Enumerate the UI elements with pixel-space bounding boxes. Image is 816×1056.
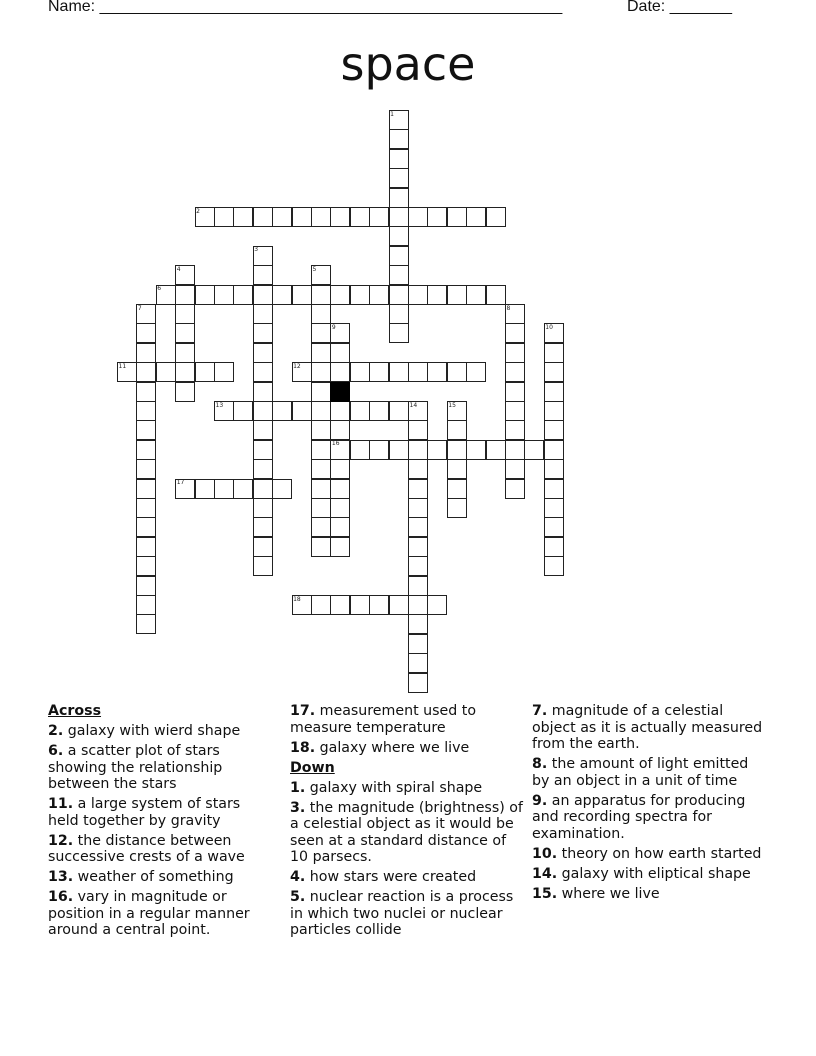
grid-cell[interactable] [389,595,409,615]
grid-cell[interactable] [311,595,331,615]
grid-cell[interactable] [389,129,409,149]
grid-cell[interactable] [311,362,331,382]
clue-number: 12 [293,362,301,370]
grid-cell[interactable] [447,420,467,440]
grid-cell[interactable] [544,498,564,518]
grid-cell[interactable] [253,498,273,518]
grid-cell[interactable] [466,285,486,305]
grid-cell[interactable] [136,440,156,460]
grid-cell[interactable] [272,207,292,227]
down-clue: 1. galaxy with spiral shape [290,779,483,796]
grid-cell[interactable] [214,207,234,227]
grid-cell[interactable] [311,420,331,440]
clue-number: 3 [254,246,259,254]
grid-cell[interactable] [233,479,253,499]
down-clue: 8. the amount of light emitted by an object in a unit of time [532,756,749,789]
clue-number: 4 [176,265,181,273]
grid-cell[interactable] [253,304,273,324]
grid-cell[interactable] [253,459,273,479]
grid-cell[interactable] [427,440,447,460]
clue-number: 2 [196,207,200,215]
grid-cell[interactable] [253,285,273,305]
grid-cell[interactable] [311,479,331,499]
grid-cell[interactable] [330,479,350,499]
grid-cell[interactable] [389,246,409,266]
grid-cell[interactable] [486,207,506,227]
grid-cell[interactable] [292,285,312,305]
grid-cell[interactable] [350,207,370,227]
grid-cell[interactable] [330,517,350,537]
across-clue: 12. the distance between successive crests of a wave [48,832,245,865]
grid-cell[interactable] [369,362,389,382]
grid-cell[interactable] [389,168,409,188]
grid-cell[interactable] [466,440,486,460]
grid-cell[interactable] [175,323,195,343]
grid-cell[interactable] [253,517,273,537]
clue-number: 16 [331,440,340,448]
grid-cell[interactable] [311,323,331,343]
clue-number: 6 [157,285,162,293]
grid-cell[interactable] [408,653,428,673]
grid-cell[interactable] [544,362,564,382]
down-heading: Down [290,759,335,776]
clue-number: 18 [293,595,301,603]
clue-number: 13 [215,401,224,409]
grid-cell[interactable] [253,265,273,285]
down-clue: 5. nuclear reaction is a process in which two nuclei or nuclear particles collide [290,889,514,938]
grid-cell[interactable] [408,537,428,557]
grid-cell[interactable] [136,382,156,402]
grid-cell[interactable] [408,595,428,615]
grid-cell[interactable] [330,207,350,227]
across-clue: 17. measurement used to measure temperature [290,703,477,736]
grid-cell[interactable] [408,614,428,634]
clues-column-2 [290,703,524,942]
down-clue: 14. galaxy with eliptical shape [532,865,751,882]
grid-cell[interactable] [505,343,525,363]
grid-cell[interactable] [311,537,331,557]
grid-cell[interactable] [253,556,273,576]
grid-cell[interactable] [136,498,156,518]
grid-cell[interactable] [466,207,486,227]
grid-cell[interactable] [292,207,312,227]
grid-cell[interactable] [292,401,312,421]
clue-number: 8 [506,304,511,312]
grid-cell[interactable] [350,401,370,421]
grid-cell[interactable] [544,517,564,537]
grid-cell[interactable] [389,285,409,305]
grid-cell[interactable] [272,401,292,421]
grid-cell[interactable] [544,440,564,460]
down-clue: 4. how stars were created [290,869,477,885]
grid-cell[interactable] [136,479,156,499]
clue-number: 17 [176,479,185,487]
grid-cell[interactable] [253,323,273,343]
grid-cell[interactable] [389,440,409,460]
across-clue: 6. a scatter plot of stars showing the relationship between the stars [48,743,223,792]
grid-cell[interactable] [408,673,428,693]
grid-cell[interactable] [330,285,350,305]
grid-cell[interactable] [389,265,409,285]
grid-cell[interactable] [233,401,253,421]
grid-cell[interactable] [408,459,428,479]
grid-cell[interactable] [350,285,370,305]
grid-cell[interactable] [505,401,525,421]
grid-cell[interactable] [447,207,467,227]
grid-cell[interactable] [369,595,389,615]
grid-cell[interactable] [253,362,273,382]
grid-cell[interactable] [136,401,156,421]
grid-cell[interactable] [408,440,428,460]
grid-cell[interactable] [408,420,428,440]
grid-cell[interactable] [330,420,350,440]
grid-cell[interactable] [253,401,273,421]
grid-cell[interactable] [544,459,564,479]
across-clue: 18. galaxy where we live [290,739,470,756]
grid-cell[interactable] [447,459,467,479]
grid-cell[interactable] [486,440,506,460]
grid-cell[interactable] [330,401,350,421]
grid-cell[interactable] [524,440,544,460]
grid-cell[interactable] [136,595,156,615]
clue-number: 9 [331,323,336,331]
grid-cell[interactable] [195,285,215,305]
grid-cell[interactable] [350,595,370,615]
grid-cell[interactable] [544,556,564,576]
clue-number: 15 [448,401,456,409]
grid-cell[interactable] [389,207,409,227]
grid-cell[interactable] [311,440,331,460]
down-clue: 7. magnitude of a celestial object as it is actually measured from the earth. [532,703,763,752]
grid-cell[interactable] [369,207,389,227]
grid-cell[interactable] [447,285,467,305]
grid-cell[interactable] [389,226,409,246]
grid-cell[interactable] [408,207,428,227]
grid-cell[interactable] [253,479,273,499]
grid-cell[interactable] [136,343,156,363]
across-heading: Across [48,703,102,719]
grid-cell[interactable] [369,401,389,421]
grid-cell[interactable] [136,556,156,576]
grid-cell[interactable] [408,556,428,576]
grid-cell[interactable] [272,285,292,305]
clue-number: 5 [312,265,317,273]
grid-cell[interactable] [136,362,156,382]
grid-cell[interactable] [253,420,273,440]
grid-cell[interactable] [408,576,428,596]
grid-cell[interactable] [214,285,234,305]
grid-cell[interactable] [311,459,331,479]
grid-cell[interactable] [214,479,234,499]
grid-cell[interactable] [427,595,447,615]
grid-cell[interactable] [311,207,331,227]
grid-cell[interactable] [505,440,525,460]
grid-cell[interactable] [253,440,273,460]
grid-cell[interactable] [427,285,447,305]
down-clue: 3. the magnitude (brightness) of a celestial object as it would be seen at a standard distance of 10 parsecs. [290,799,523,865]
grid-cell[interactable] [505,459,525,479]
grid-cell[interactable] [427,362,447,382]
grid-cell[interactable] [389,149,409,169]
grid-cell[interactable] [330,459,350,479]
grid-cell[interactable] [175,382,195,402]
grid-cell[interactable] [136,537,156,557]
grid-cell[interactable] [175,362,195,382]
grid-cell[interactable] [544,537,564,557]
grid-cell[interactable] [330,537,350,557]
grid-cell[interactable] [369,285,389,305]
grid-cell[interactable] [505,323,525,343]
clue-number: 1 [390,110,394,118]
clue-number: 14 [409,401,418,409]
grid-cell[interactable] [311,343,331,363]
grid-cell[interactable] [447,479,467,499]
grid-cell[interactable] [408,517,428,537]
grid-cell[interactable] [272,479,292,499]
down-clue: 15. where we live [532,885,660,902]
grid-cell[interactable] [466,362,486,382]
grid-cell[interactable] [544,420,564,440]
grid-cell[interactable] [311,517,331,537]
grid-cell[interactable] [233,285,253,305]
grid-cell[interactable] [427,207,447,227]
grid-cell[interactable] [408,479,428,499]
grid-cell[interactable] [369,440,389,460]
grid-cell[interactable] [311,498,331,518]
page-title: space [340,37,476,91]
grid-cell[interactable] [408,498,428,518]
grid-cell[interactable] [447,498,467,518]
grid-cell[interactable] [330,498,350,518]
grid-cell[interactable] [136,323,156,343]
grid-cell[interactable] [544,479,564,499]
grid-cell[interactable] [311,401,331,421]
grid-cell[interactable] [330,595,350,615]
date-label: Date: _______ [627,0,732,15]
grid-cell[interactable] [330,343,350,363]
grid-cell[interactable] [311,304,331,324]
grid-cell[interactable] [544,382,564,402]
grid-cell[interactable] [505,362,525,382]
across-clue: 2. galaxy with wierd shape [48,723,241,739]
name-label: Name: ____________________________________________________ [48,0,563,15]
grid-cell[interactable] [389,362,409,382]
grid-cell[interactable] [253,382,273,402]
grid-cell[interactable] [408,634,428,654]
grid-cell[interactable] [175,285,195,305]
clue-number: 10 [545,323,553,331]
grid-cell[interactable] [408,285,428,305]
grid-cell[interactable] [330,362,350,382]
grid-cell[interactable] [311,382,331,402]
grid-cell[interactable] [195,362,215,382]
grid-cell[interactable] [195,479,215,499]
grid-cell[interactable] [136,459,156,479]
clues-column-3 [532,703,768,906]
grid-cell[interactable] [544,343,564,363]
grid-cell[interactable] [175,304,195,324]
grid-cell[interactable] [447,440,467,460]
grid-cell[interactable] [389,188,409,208]
clue-number: 7 [137,304,142,312]
grid-cell[interactable] [408,362,428,382]
grid-cell[interactable] [350,362,370,382]
black-square [330,382,350,402]
down-clue: 9. an apparatus for producing and recording spectra for examination. [532,792,746,842]
grid-cell[interactable] [136,614,156,634]
grid-cell[interactable] [389,401,409,421]
grid-cell[interactable] [505,420,525,440]
grid-cell[interactable] [233,207,253,227]
grid-cell[interactable] [253,207,273,227]
grid-cell[interactable] [253,343,273,363]
grid-cell[interactable] [486,285,506,305]
down-clue: 10. theory on how earth started [532,845,762,862]
across-clue: 13. weather of something [48,869,234,885]
across-clue: 11. a large system of stars held together by gravity [48,796,241,829]
grid-cell[interactable] [156,362,176,382]
grid-cell[interactable] [311,285,331,305]
grid-cell[interactable] [136,517,156,537]
clues-column-1 [48,703,273,942]
grid-cell[interactable] [253,537,273,557]
grid-cell[interactable] [505,382,525,402]
grid-cell[interactable] [389,323,409,343]
grid-cell[interactable] [505,479,525,499]
grid-cell[interactable] [350,440,370,460]
grid-cell[interactable] [544,401,564,421]
clue-number: 11 [118,362,127,370]
grid-cell[interactable] [136,576,156,596]
across-clue: 16. vary in magnitude or position in a regular manner around a central point. [48,889,250,938]
grid-cell[interactable] [447,362,467,382]
grid-cell[interactable] [389,304,409,324]
grid-cell[interactable] [175,343,195,363]
grid-cell[interactable] [214,362,234,382]
grid-cell[interactable] [136,420,156,440]
